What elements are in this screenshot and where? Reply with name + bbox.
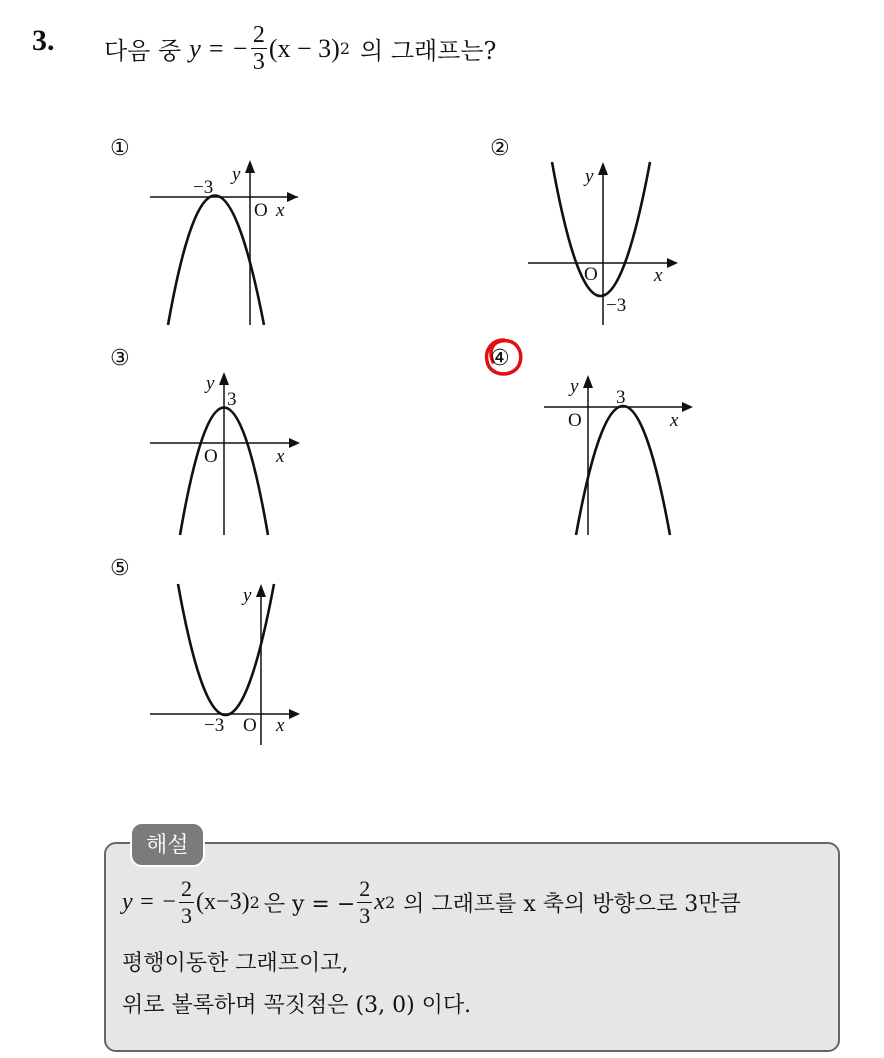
vertex-label: 3 <box>616 387 626 408</box>
option-2-label[interactable]: ② <box>490 136 510 161</box>
sol-fraction-1-den: 3 <box>181 903 193 928</box>
x-axis-label: x <box>276 446 285 467</box>
y-axis-label: y <box>585 166 594 187</box>
sol-exp-2: 2 <box>384 893 396 912</box>
x-axis-arrow <box>682 402 693 412</box>
solution-line-1 <box>122 876 741 929</box>
solution-badge: 해설 <box>130 822 205 867</box>
vertex-label: −3 <box>193 177 214 198</box>
question-number: 3. <box>32 24 55 57</box>
x-axis-arrow <box>289 709 300 719</box>
origin-label: O <box>204 446 218 467</box>
y-axis-arrow <box>598 162 608 175</box>
x-axis-label: x <box>654 265 663 286</box>
parabola <box>576 406 670 535</box>
sol-fraction-2-num: 2 <box>359 876 371 901</box>
option-1-graph[interactable] <box>140 155 320 335</box>
y-axis-label: y <box>232 164 241 185</box>
parabola <box>178 584 274 715</box>
y-axis-label: y <box>206 373 215 394</box>
option-5-graph[interactable] <box>140 575 320 755</box>
option-3-graph[interactable] <box>140 365 320 545</box>
option-2-graph[interactable] <box>520 155 700 335</box>
x-axis-label: x <box>276 715 285 736</box>
origin-label: O <box>254 200 268 221</box>
y-axis-arrow <box>245 160 255 173</box>
origin-label: O <box>243 715 257 736</box>
fraction-denominator: 3 <box>252 49 265 75</box>
x-axis-label: x <box>276 200 285 221</box>
option-4-graph[interactable] <box>540 370 710 540</box>
x-axis-arrow <box>667 258 678 268</box>
fraction-numerator: 2 <box>252 22 265 48</box>
option-1-label[interactable]: ① <box>110 136 130 161</box>
question-prefix: 다음 중 <box>104 37 182 65</box>
x-axis-arrow <box>287 192 298 202</box>
sol-exp-1: 2 <box>249 893 260 912</box>
sol-fraction-1-num: 2 <box>181 876 193 901</box>
sol-eq-d: x <box>374 889 385 915</box>
y-axis-arrow <box>256 584 266 597</box>
solution-line-3: 위로 볼록하며 꼭짓점은 (3, 0) 이다. <box>122 993 472 1018</box>
parabola <box>552 162 650 296</box>
option-3-label[interactable]: ③ <box>110 346 130 371</box>
sol-eq-e: 의 그래프를 x 축의 방향으로 3만큼 <box>403 892 741 917</box>
origin-label: O <box>584 264 598 285</box>
question-text <box>104 22 496 75</box>
equation-exponent: 2 <box>339 39 350 58</box>
y-axis-label: y <box>243 585 252 606</box>
sol-eq-c: 은 y = − <box>263 892 356 917</box>
vertex-label: 3 <box>227 389 237 410</box>
option-5-label[interactable]: ⑤ <box>110 556 130 581</box>
question-suffix: 의 그래프는? <box>360 37 497 65</box>
x-axis-arrow <box>289 438 300 448</box>
y-axis-arrow <box>583 375 593 388</box>
sol-fraction-1 <box>179 876 194 929</box>
x-axis-label: x <box>670 410 679 431</box>
solution-line-2: 평행이동한 그래프이고, <box>122 951 349 976</box>
origin-label: O <box>568 410 582 431</box>
sol-eq-b: (x−3) <box>196 889 250 915</box>
equation-lhs: y = − <box>189 33 249 63</box>
y-axis-label: y <box>570 376 579 397</box>
option-4-label[interactable]: ④ <box>490 346 510 371</box>
sol-eq-a: y = − <box>122 889 178 915</box>
sol-fraction-2 <box>357 876 372 929</box>
y-axis-arrow <box>219 372 229 385</box>
sol-fraction-2-den: 3 <box>359 903 371 928</box>
equation-rhs: (x − 3) <box>268 33 340 63</box>
vertex-label: −3 <box>606 295 627 316</box>
equation-fraction <box>251 22 267 75</box>
vertex-label: −3 <box>204 715 225 736</box>
